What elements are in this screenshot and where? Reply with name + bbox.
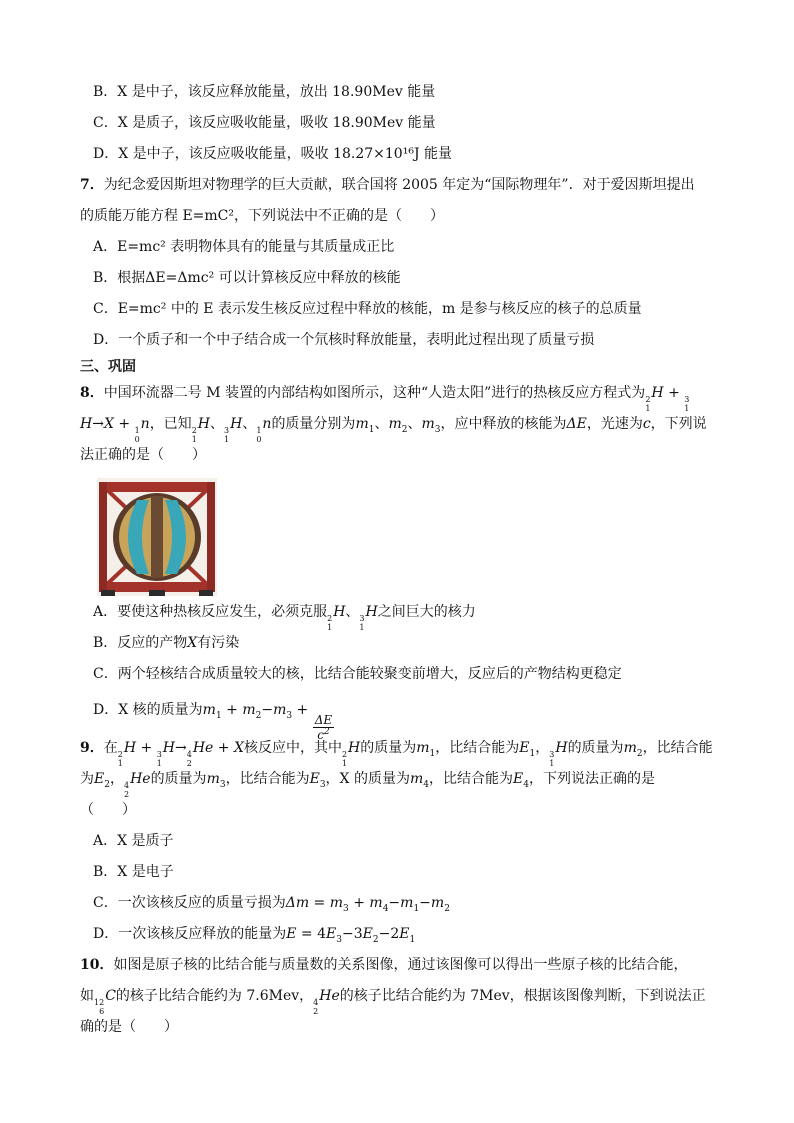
q10-number: 10． [80, 957, 114, 973]
q9-option-a: A．X 是质子 [93, 833, 174, 849]
q7-option-c: C．E=mc² 中的 E 表示发生核反应过程中释放的核能，m 是参与核反应的核子的总质量 [93, 301, 642, 317]
q9-number: 9． [80, 740, 104, 756]
q8-option-a: A．要使这种热核反应发生，必须克服 2 1 H、 3 1 H之间巨大的核力 [93, 604, 476, 632]
left-pillar [99, 482, 107, 592]
q7-number: 7． [80, 177, 104, 193]
q8-number: 8． [80, 385, 104, 401]
q7-option-a: A．E=mc² 表明物体具有的能量与其质量成正比 [93, 239, 395, 255]
q8-option-c: C．两个轻核结合成质量较大的核，比结合能较聚变前增大，反应后的产物结构更稳定 [93, 666, 622, 682]
q10-stem-line2: 如 12 6 C的核子比结合能约为 7.6Mev， 4 2 He的核子比结合能约为 7Mev，根据该图像判断，下到说法正 [80, 988, 706, 1016]
top-beam [99, 482, 215, 492]
tokamak-figure [97, 478, 217, 596]
q9-stem-line3: （ ） [80, 802, 136, 818]
q7-stem-line1: 7．为纪念爱因斯坦对物理学的巨大贡献，联合国将 2005 年定为“国际物理年”．对于爱因斯坦提出 [80, 177, 695, 193]
q6-option-d: D．X 是中子，该反应吸收能量，吸收 18.27×10¹⁶J 能量 [93, 146, 453, 162]
right-pillar [207, 482, 215, 592]
q6-option-c: C．X 是质子，该反应吸收能量，吸收 18.90Mev 能量 [93, 115, 436, 131]
q6-option-b: B．X 是中子，该反应释放能量，放出 18.90Mev 能量 [93, 84, 436, 100]
q7-option-d: D．一个质子和一个中子结合成一个氘核时释放能量，表明此过程出现了质量亏损 [93, 332, 595, 348]
q9-option-d: D．一次该核反应释放的能量为$E = 4E_3-3E_2-2E_1$ [93, 926, 416, 945]
q9-stem-line2: 为$E_2$， 4 2 He的质量为$m_3$，比结合能为$E_3$，X 的质量为$m_4$，比结合能为$E_4$，下列说法正确的是 [80, 771, 655, 799]
q9-option-b: B．X 是电子 [93, 864, 174, 880]
q10-stem-line1: 10．如图是原子核的比结合能与质量数的关系图像，通过该图像可以得出一些原子核的比结合能， [80, 957, 688, 973]
q9-stem-line1: 9．在 2 1 H + 3 1 H→ 4 2 He + X核反应中，其中 2 1 H的质量为$m_1$，比结合能为$E_1$， 3 1 H的质量为$m_2$，比结合能 [80, 740, 713, 768]
q9-option-c: C．一次该核反应的质量亏损为$\Delta m = m_3 + m_4-m_1-m_2$ [93, 895, 450, 914]
q7-stem-line2: 的质能万能方程 E=mC²，下列说法中不正确的是（ ） [80, 208, 444, 224]
q8-option-d: D．X 核的质量为$m_1 + m_2-m_3$ + $\frac{\Delta E}{c^2}$ [93, 702, 333, 742]
q10-stem-line3: 确的是（ ） [80, 1019, 178, 1035]
q8-stem-line3: 法正确的是（ ） [80, 447, 206, 463]
q8-stem-line1: 8．中国环流器二号 M 装置的内部结构如图所示，这种“人造太阳”进行的热核反应方程式为 2 1 H + 3 1 [80, 385, 690, 413]
q7-option-b: B．根据ΔE=Δmc² 可以计算核反应中释放的核能 [93, 270, 401, 286]
section-heading: 三、巩固 [80, 359, 136, 375]
q8-option-b: B．反应的产物X有污染 [93, 635, 240, 651]
central-column [151, 496, 163, 578]
q8-stem-line2: H→X + 1 0 n，已知 2 1 H、 3 1 H、 1 0 n的质量分别为$m_1$、$m_2$、$m_3$，应中释放的核能为ΔE，光速为c，下列说 [80, 416, 707, 444]
